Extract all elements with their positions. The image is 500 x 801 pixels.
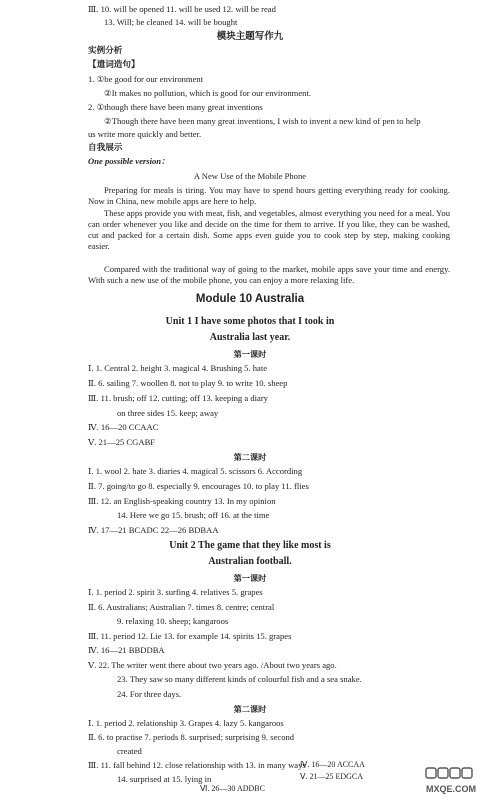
answer-line: Ⅱ. 6. to practise 7. periods 8. surprised; surprising 9. second: [88, 732, 295, 742]
section-title: 模块主题写作九: [216, 31, 284, 42]
answer-line: Ⅲ. 12. an English-speaking country 13. In my opinion: [88, 496, 276, 506]
answer-line: Ⅱ. 7. going/to go 8. especially 9. encourages 10. to play 11. flies: [88, 481, 309, 491]
answer-line: Ⅰ. 1. wool 2. hate 3. diaries 4. magical 5. scissors 6. According: [88, 466, 303, 476]
answer-line: Ⅳ. 17—21 BCADC 22—26 BDBAA: [88, 525, 219, 535]
unit-title: Unit 2 The game that they like most is: [169, 540, 331, 551]
watermark-text: MXQE.COM: [426, 784, 477, 794]
version-label: One possible version：: [88, 156, 170, 166]
answer-line: Ⅰ. 1. period 2. spirit 3. surfing 4. relatives 5. grapes: [88, 587, 263, 597]
answer-line: Ⅱ. 6. Australians; Australian 7. times 8. centre; central: [88, 602, 275, 612]
sub-heading: 【遣词造句】: [88, 60, 140, 70]
unit-title: Unit 1 I have some photos that I took in: [165, 316, 335, 327]
answer-line: 1. ①be good for our environment: [88, 74, 204, 84]
essay-paragraph: Compared with the traditional way of going to the market, mobile apps save your time and energy. With such a new use of the mobile phone, you can enjoy a more relaxing life.: [88, 264, 450, 285]
sub-heading: 实例分析: [88, 46, 123, 56]
lesson-heading: 第二课时: [233, 704, 267, 714]
answer-line: Ⅰ. 1. Central 2. height 3. magical 4. Brushing 5. hate: [88, 363, 268, 373]
answer-line: Ⅳ. 16—20 CCAAC: [88, 422, 159, 432]
answer-line: Ⅱ. 6. sailing 7. woollen 8. not to play 9. to write 10. sheep: [88, 378, 288, 388]
answer-line: 2. ①though there have been many great inventions: [88, 102, 263, 112]
answer-line: Ⅰ. 1. period 2. relationship 3. Grapes 4. lazy 5. kangaroos: [88, 718, 284, 728]
answer-line: Ⅴ. 22. The writer went there about two years ago. /About two years ago.: [88, 660, 337, 670]
answer-line: Ⅴ. 21—25 CGABF: [88, 437, 156, 447]
essay-paragraph: These apps provide you with meat, fish, and vegetables, almost everything you need for a meal. You can order whenever you like and decide on the time for them to arrive. If you like, they can be washed, cut and packed for a certain dish. Some apps even guide you to cook step by step, making cooking easier.: [88, 208, 450, 251]
watermark-logo: [424, 766, 494, 796]
essay-paragraph: Preparing for meals is tiring. You may have to spend hours getting everything ready for cooking. Now in China, new mobile apps are here to help.: [88, 185, 450, 206]
essay-title: A New Use of the Mobile Phone: [193, 171, 307, 181]
unit-title: Australia last year.: [209, 332, 291, 343]
module-title: Module 10 Australia: [195, 293, 305, 305]
lesson-heading: 第一课时: [233, 573, 267, 583]
answer-line: us write more quickly and better.: [88, 129, 202, 139]
answer-line: created: [117, 746, 142, 756]
answer-line: 14. Here we go 15. brush; off 16. at the time: [117, 510, 270, 520]
unit-title: Australian football.: [208, 556, 292, 567]
answer-line: 24. For three days.: [117, 689, 182, 699]
answer-line: Ⅲ. 11. fall behind 12. close relationship with 13. in many ways: [88, 760, 306, 770]
answer-line: 23. They saw so many different kinds of colourful fish and a sea snake.: [117, 674, 362, 684]
answer-line: on three sides 15. keep; away: [117, 408, 219, 418]
answer-line: Ⅲ. 10. will be opened 11. will be used 12. will be read: [88, 4, 276, 14]
answer-line: Ⅴ. 21—25 EDGCA: [300, 772, 364, 781]
answer-line: ②It makes no pollution, which is good for our environment.: [104, 88, 312, 98]
lesson-heading: 第一课时: [233, 349, 267, 359]
answer-line: ②Though there have been many great inventions, I wish to invent a new kind of pen to help: [104, 116, 421, 126]
answer-line: Ⅳ. 16—20 ACCAA: [300, 760, 365, 769]
answer-line: 13. Will; be cleaned 14. will be bought: [104, 17, 238, 27]
answer-line: Ⅲ. 11. brush; off 12. cutting; off 13. keeping a diary: [88, 393, 268, 403]
answer-line: 14. surprised at 15. lying in: [117, 774, 212, 784]
answer-line: Ⅳ. 16—21 BBDDBA: [88, 645, 165, 655]
sub-heading: 自我展示: [88, 143, 123, 153]
answer-line: Ⅲ. 11. period 12. Lie 13. for example 14. spirits 15. grapes: [88, 631, 292, 641]
lesson-heading: 第二课时: [233, 452, 267, 462]
answer-line: Ⅵ. 26—30 ADDBC: [200, 784, 265, 793]
answer-line: 9. relaxing 10. sheep; kangaroos: [117, 616, 229, 626]
